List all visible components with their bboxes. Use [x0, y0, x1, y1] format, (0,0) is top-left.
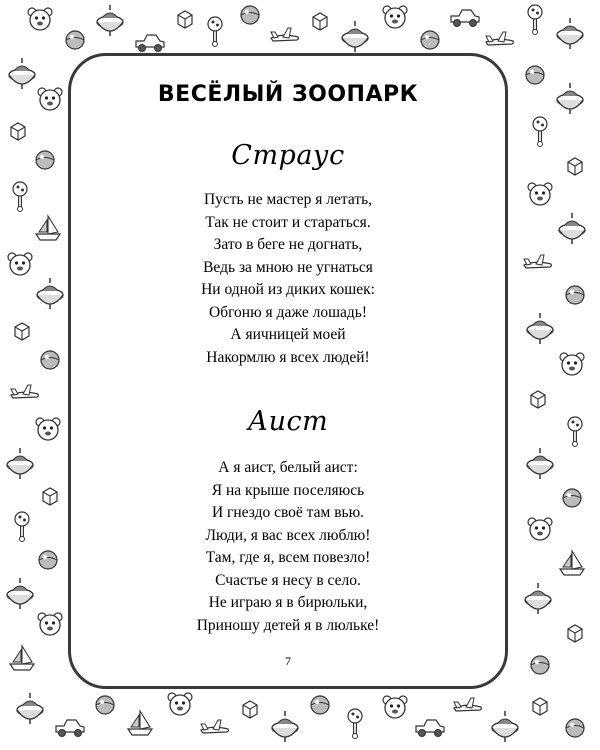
poem-line: Счастье я несу в село. [215, 571, 361, 589]
poem-line: Зато в беге не догнать, [213, 236, 363, 253]
poem-text-ostrich [71, 189, 505, 369]
poem-line: Не играю я в бирюльки, [208, 594, 368, 611]
poem-text-stork [71, 457, 505, 637]
poem-line: А я аист, белый аист: [218, 459, 358, 476]
poem-line: Так не стоит и стараться. [205, 213, 371, 231]
page-number: 7 [285, 654, 291, 668]
poem-line: И гнездо своё там вью. [211, 504, 365, 521]
poem-line: Ведь за мною не угнаться [203, 258, 373, 276]
poem-line: Люди, я вас всех люблю! [205, 526, 371, 544]
poem-line: Накормлю я всех людей! [206, 348, 370, 366]
poem-line: Там, где я, всем повезло! [205, 549, 371, 566]
poem-line: Пусть не мастер я летать, [203, 191, 373, 208]
poem-line: А яичницей моей [230, 326, 346, 343]
poem-title-stork: Аист [247, 406, 329, 437]
poem-line: Обгоню я даже лошадь! [209, 303, 367, 321]
poem-line: Я на крыше поселяюсь [211, 481, 365, 499]
poem-line: Приношу детей я в люльке! [196, 616, 380, 634]
book-title: ВЕСЁЛЫЙ ЗООПАРК [157, 82, 419, 107]
poem-title-ostrich: Страус [231, 140, 345, 171]
poem-line: Ни одной из диких кошек: [201, 281, 375, 298]
page-card [68, 53, 508, 689]
